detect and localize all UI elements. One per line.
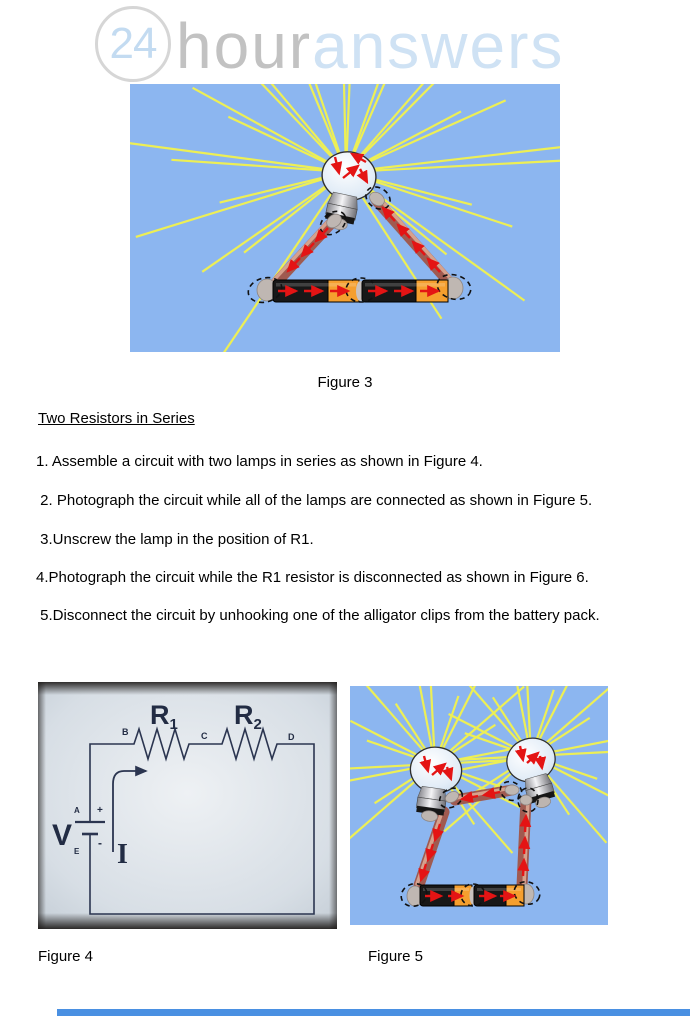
- step-5: 5.Disconnect the circuit by unhooking one of the alligator clips from the battery pack.: [36, 607, 600, 624]
- step-1: 1. Assemble a circuit with two lamps in series as shown in Figure 4.: [36, 453, 483, 470]
- label-minus: -: [98, 836, 102, 850]
- clip-blob: [505, 785, 519, 795]
- step-3: 3.Unscrew the lamp in the position of R1.: [36, 531, 314, 548]
- clip-blob: [520, 795, 532, 805]
- step-2: 2. Photograph the circuit while all of the lamps are connected as shown in Figure 5.: [36, 492, 593, 509]
- logo-word-answers: answers: [312, 10, 565, 82]
- section-heading: Two Resistors in Series: [38, 410, 195, 427]
- label-r1: R1: [150, 700, 178, 733]
- logo-24-circle-icon: [95, 6, 171, 82]
- figure3-caption: Figure 3: [317, 374, 373, 391]
- next-figure-top-edge: [57, 1009, 690, 1016]
- label-node-a: A: [74, 806, 80, 815]
- label-node-b: B: [122, 727, 129, 737]
- label-r2: R2: [234, 700, 262, 733]
- photo-background: [38, 682, 337, 929]
- label-node-e: E: [74, 847, 80, 856]
- figure5-caption: Figure 5: [368, 948, 424, 965]
- label-current: I: [117, 839, 128, 870]
- label-plus: +: [97, 805, 103, 816]
- logo-word-hour: hour: [176, 10, 313, 82]
- figure4-circuit-diagram: [38, 682, 337, 929]
- figure3-illustration: [130, 84, 560, 352]
- label-node-d: D: [288, 732, 295, 742]
- figure5-illustration: [350, 686, 608, 925]
- step-4: 4.Photograph the circuit while the R1 resistor is disconnected as shown in Figure 6.: [36, 569, 589, 586]
- logo-badge-text: 24: [109, 19, 157, 68]
- label-node-c: C: [201, 731, 208, 741]
- figure4-caption: Figure 4: [38, 948, 94, 965]
- label-voltage: V: [52, 819, 73, 852]
- logo-wordmark: [176, 10, 565, 82]
